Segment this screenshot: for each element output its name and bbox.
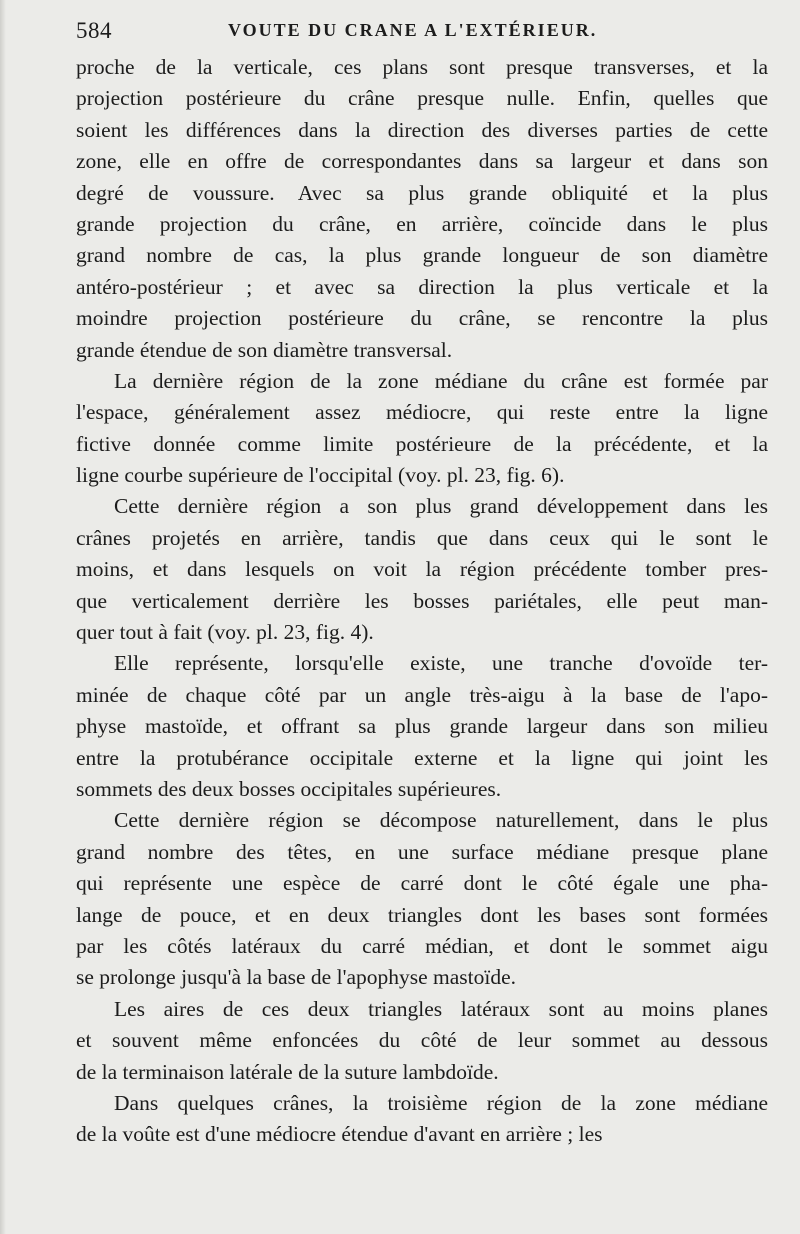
text-line: physe mastoïde, et offrant sa plus grande largeur dans son milieu bbox=[76, 714, 768, 739]
text-line: quer tout à fait (voy. pl. 23, fig. 4). bbox=[76, 620, 374, 645]
text-line: grand nombre des têtes, en une surface médiane presque plane bbox=[76, 839, 768, 864]
text-line: grande étendue de son diamètre transversal. bbox=[76, 337, 453, 362]
text-line: par les côtés latéraux du carré médian, et dont le sommet aigu bbox=[76, 933, 768, 958]
text-line: grande projection du crâne, en arrière, coïncide dans le plus bbox=[76, 211, 768, 236]
text-line: Elle représente, lorsqu'elle existe, une tranche d'ovoïde ter- bbox=[114, 651, 768, 676]
text-line: entre la protubérance occipitale externe et la ligne qui joint les bbox=[76, 745, 768, 770]
text-line: Cette dernière région se décompose naturellement, dans le plus bbox=[114, 808, 768, 833]
running-title: VOUTE DU CRANE A L'EXTÉRIEUR. bbox=[228, 20, 598, 40]
paragraph bbox=[76, 648, 768, 805]
text-line: Dans quelques crânes, la troisième région de la zone médiane bbox=[114, 1090, 768, 1115]
paragraph bbox=[76, 994, 768, 1088]
paragraph bbox=[76, 52, 768, 366]
page-number: 584 bbox=[76, 18, 112, 43]
text-line: projection postérieure du crâne presque nulle. Enfin, quelles que bbox=[76, 86, 768, 111]
text-line: soient les différences dans la direction des diverses parties de cette bbox=[76, 117, 768, 142]
text-line: Les aires de ces deux triangles latéraux sont au moins planes bbox=[114, 996, 768, 1021]
text-line: antéro-postérieur ; et avec sa direction la plus verticale et la bbox=[76, 274, 768, 299]
text-line: et souvent même enfoncées du côté de leur sommet au dessous bbox=[76, 1028, 768, 1053]
text-line: minée de chaque côté par un angle très-aigu à la base de l'apo- bbox=[76, 682, 768, 707]
text-line: crânes projetés en arrière, tandis que dans ceux qui le sont le bbox=[76, 525, 768, 550]
text-line: zone, elle en offre de correspondantes dans sa largeur et dans son bbox=[76, 149, 768, 174]
paragraph bbox=[76, 366, 768, 492]
text-line: qui représente une espèce de carré dont le côté égale une pha- bbox=[76, 871, 768, 896]
text-line: degré de voussure. Avec sa plus grande obliquité et la plus bbox=[76, 180, 768, 205]
page-edge-shadow bbox=[0, 0, 6, 1234]
text-line: l'espace, généralement assez médiocre, qui reste entre la ligne bbox=[76, 400, 768, 425]
body-text bbox=[76, 52, 768, 1151]
text-line: fictive donnée comme limite postérieure de la précédente, et la bbox=[76, 431, 768, 456]
text-line: se prolonge jusqu'à la base de l'apophyse mastoïde. bbox=[76, 965, 517, 990]
text-line: de la voûte est d'une médiocre étendue d'avant en arrière ; les bbox=[76, 1122, 603, 1147]
text-line: grand nombre de cas, la plus grande longueur de son diamètre bbox=[76, 243, 768, 268]
paragraph bbox=[76, 1088, 768, 1151]
text-line: de la terminaison latérale de la suture lambdoïde. bbox=[76, 1059, 499, 1084]
text-line: proche de la verticale, ces plans sont presque transverses, et la bbox=[76, 55, 768, 79]
text-line: moins, et dans lesquels on voit la région précédente tomber pres- bbox=[76, 557, 768, 582]
text-line: sommets des deux bosses occipitales supérieures. bbox=[76, 776, 502, 801]
page-header bbox=[76, 14, 766, 44]
text-line: que verticalement derrière les bosses pariétales, elle peut man- bbox=[76, 588, 768, 613]
text-line: La dernière région de la zone médiane du crâne est formée par bbox=[114, 368, 768, 393]
paragraph bbox=[76, 491, 768, 648]
text-line: Cette dernière région a son plus grand développement dans les bbox=[114, 494, 768, 519]
text-line: lange de pouce, et en deux triangles dont les bases sont formées bbox=[76, 902, 768, 927]
text-line: moindre projection postérieure du crâne, se rencontre la plus bbox=[76, 306, 768, 331]
paragraph bbox=[76, 805, 768, 993]
text-line: ligne courbe supérieure de l'occipital (voy. pl. 23, fig. 6). bbox=[76, 463, 565, 488]
